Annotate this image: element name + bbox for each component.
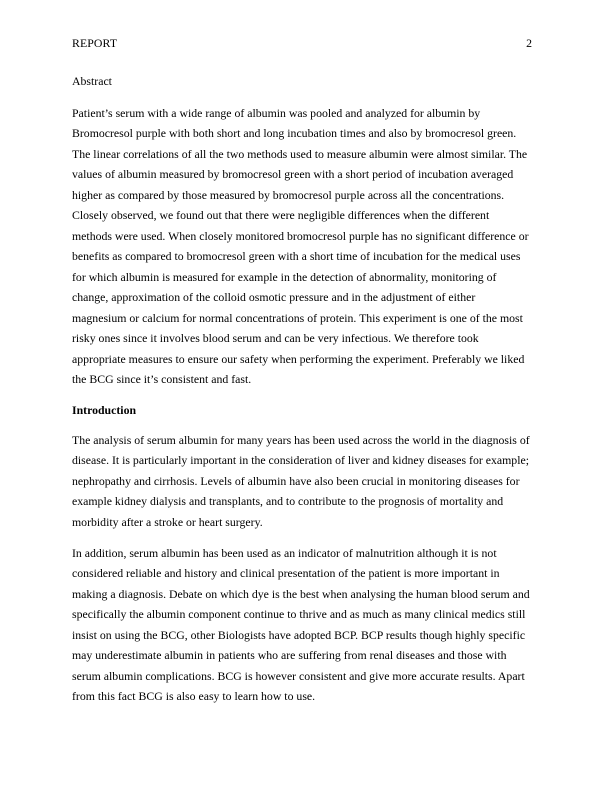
- text-line: change, approximation of the colloid osmotic pressure and in the adjustment of either: [72, 290, 476, 304]
- text-line: methods were used. When closely monitored bromocresol purple has no significant difference or: [72, 228, 529, 243]
- text-line: Bromocresol purple with both short and long incubation times and also by bromocresol green.: [72, 126, 517, 140]
- text-line: In addition, serum albumin has been used as an indicator of malnutrition although it is not: [72, 545, 497, 560]
- text-line: specifically the albumin component continue to thrive and as much as many clinical medics still: [72, 607, 526, 621]
- text-line: magnesium or calcium for normal concentrations of protein. This experiment is one of the most: [72, 310, 523, 325]
- document-body: [72, 71, 542, 717]
- text-line: example kidney dialysis and transplants, and to contribute to the prognosis of mortality and: [72, 494, 504, 508]
- text-line: Closely observed, we found out that there were negligible differences when the different: [72, 208, 490, 222]
- text-line: serum albumin complications. BCG is however consistent and give more accurate results. Apart: [72, 668, 525, 683]
- text-line: Patient’s serum with a wide range of albumin was pooled and analyzed for albumin by: [72, 105, 481, 120]
- text-line: The linear correlations of all the two methods used to measure albumin were almost similar. The: [72, 146, 528, 161]
- text-line: appropriate measures to ensure our safety when performing the experiment. Preferably we liked: [72, 351, 525, 366]
- running-head: REPORT: [72, 36, 118, 50]
- text-line: the BCG since it’s consistent and fast.: [72, 372, 252, 386]
- text-line: insist on using the BCG, other Biologists have adopted BCP. BCP results though highly specific: [72, 627, 526, 642]
- page-header: [72, 36, 532, 52]
- text-line: considered reliable and history and clinical presentation of the patient is more important in: [72, 566, 500, 580]
- text-line: for which albumin is measured for example in the detection of abnormality, monitoring of: [72, 269, 497, 284]
- abstract-heading: Abstract: [72, 74, 112, 88]
- text-line: The analysis of serum albumin for many years has been used across the world in the diagnosis of: [72, 432, 530, 447]
- introduction-paragraph-2: [72, 543, 542, 707]
- text-line: higher as compared by those measured by bromocresol purple across all the concentrations.: [72, 187, 505, 202]
- text-line: benefits as compared to bromocresol green with a short time of incubation for the medical uses: [72, 249, 521, 263]
- text-line: making a diagnosis. Debate on which dye is the best when analysing the human blood serum and: [72, 586, 530, 601]
- introduction-paragraph-1: [72, 430, 542, 533]
- text-line: nephropathy and cirrhosis. Levels of albumin have also been crucial in monitoring diseases for: [72, 473, 520, 488]
- text-line: may underestimate albumin in patients who are suffering from renal diseases and those with: [72, 648, 507, 662]
- introduction-heading: Introduction: [72, 403, 137, 417]
- text-line: disease. It is particularly important in the consideration of liver and kidney diseases for example;: [72, 453, 529, 467]
- abstract-paragraph: [72, 103, 542, 390]
- text-line: values of albumin measured by bromocresol green with a short period of incubation averaged: [72, 167, 514, 181]
- page-number: 2: [526, 36, 532, 50]
- text-line: morbidity after a stroke or heart surgery.: [72, 514, 263, 529]
- text-line: risky ones since it involves blood serum and can be very infectious. We therefore took: [72, 331, 479, 345]
- text-line: from this fact BCG is also easy to learn how to use.: [72, 689, 316, 703]
